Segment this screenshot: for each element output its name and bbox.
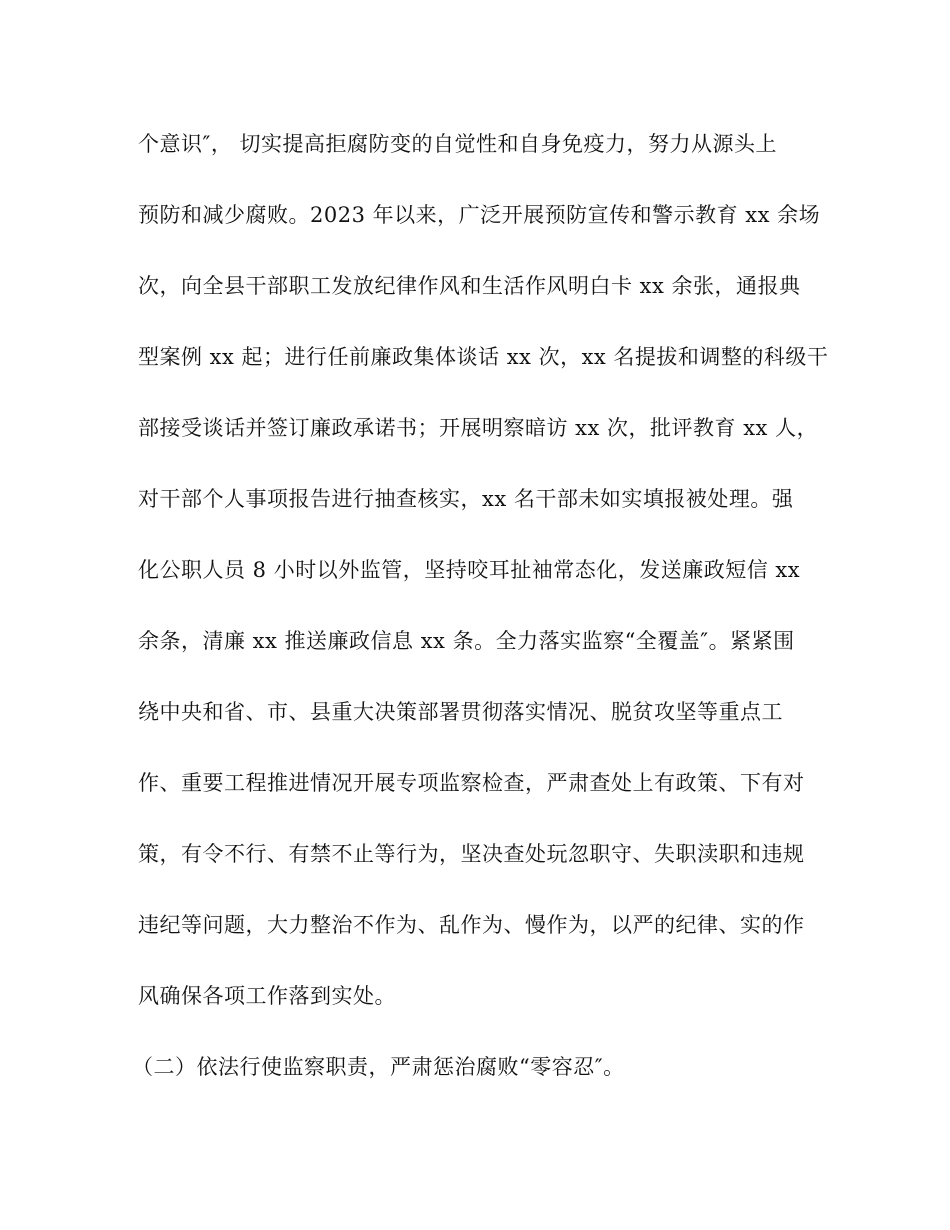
paragraph-line-9: 绕中央和省、市、县重大决策部署贯彻落实情况、脱贫攻坚等重点工 (138, 700, 783, 724)
paragraph-line-8: 余条，清廉 xx 推送廉政信息 xx 条。全力落实监察“全覆盖″。紧紧围 (138, 629, 795, 653)
paragraph-line-10: 作、重要工程推进情况开展专项监察检查，严肃查处上有政策、下有对 (138, 771, 805, 795)
paragraph-line-12: 违纪等问题，大力整治不作为、乱作为、慢作为，以严的纪律、实的作 (138, 913, 805, 937)
paragraph-line-3: 次，向全县干部职工发放纪律作风和生活作风明白卡 xx 余张，通报典 (138, 274, 801, 298)
paragraph-line-4: 型案例 xx 起；进行任前廉政集体谈话 xx 次，xx 名提拔和调整的科级干 (138, 345, 829, 369)
paragraph-line-2: 预防和减少腐败。2023 年以来，广泛开展预防宣传和警示教育 xx 余场 (138, 203, 821, 227)
paragraph-line-6: 对干部个人事项报告进行抽查核实，xx 名干部未如实填报被处理。强 (138, 487, 794, 511)
paragraph-line-13: 风确保各项工作落到实处。 (138, 984, 396, 1008)
paragraph-line-1: 个意识″， 切实提高拒腐防变的自觉性和自身免疫力，努力从源头上 (138, 132, 778, 156)
section-heading: （二）依法行使监察职责，严肃惩治腐败“零容忍″。 (132, 1055, 625, 1079)
paragraph-line-11: 策，有令不行、有禁不止等行为，坚决查处玩忽职守、失职渎职和违规 (138, 842, 805, 866)
paragraph-line-5: 部接受谈话并签订廉政承诺书；开展明察暗访 xx 次，批评教育 xx 人， (138, 416, 819, 440)
paragraph-line-7: 化公职人员 8 小时以外监管，坚持咬耳扯袖常态化，发送廉政短信 xx (138, 558, 801, 582)
